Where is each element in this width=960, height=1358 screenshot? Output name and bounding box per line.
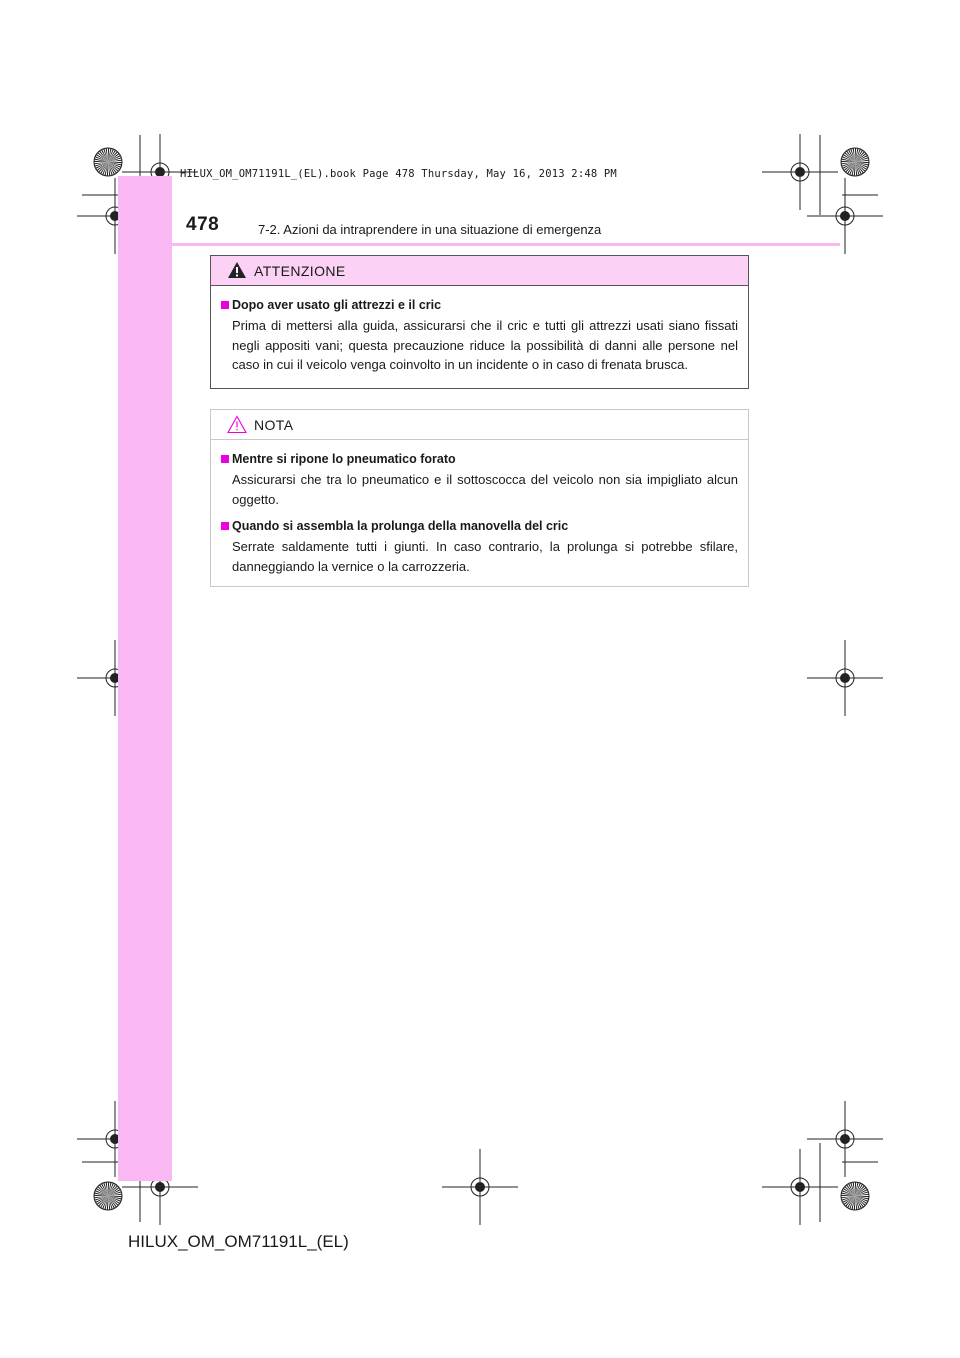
book-stamp: HILUX_OM_OM71191L_(EL).book Page 478 Thursday, May 16, 2013 2:48 PM (180, 168, 617, 180)
starburst-mark-icon (841, 148, 869, 176)
note-box-header (211, 410, 748, 440)
page-number: 478 (186, 214, 220, 235)
square-bullet-icon (221, 522, 229, 530)
note-item-text: Serrate saldamente tutti i giunti. In caso contrario, la prolunga si potrebbe sfilare, danneggiando la vernice o la carrozzeria. (232, 539, 738, 574)
registration-mark-icon (442, 1149, 518, 1225)
warning-item-title: Dopo aver usato gli attrezzi e il cric (232, 298, 442, 312)
section-title: 7-2. Azioni da intraprendere in una situazione di emergenza (258, 222, 602, 237)
note-item (221, 450, 738, 509)
note-item-text: Assicurarsi che tra lo pneumatico e il sottoscocca del veicolo non sia impigliato alcun oggetto. (232, 472, 738, 507)
note-box (210, 409, 749, 587)
square-bullet-icon (221, 301, 229, 309)
warning-triangle-icon (227, 261, 247, 279)
warning-box-header (211, 256, 748, 286)
caution-triangle-outline-icon (227, 415, 247, 434)
chapter-margin-bar (118, 176, 172, 1181)
warning-box-label: ATTENZIONE (254, 263, 346, 279)
warning-item (221, 296, 738, 375)
starburst-mark-icon (94, 1182, 122, 1210)
registration-mark-icon (762, 134, 838, 210)
note-box-label: NOTA (254, 417, 294, 433)
warning-box (210, 255, 749, 389)
warning-item-text: Prima di mettersi alla guida, assicurarsi che il cric e tutti gli attrezzi usati siano fissati negli appositi vani; questa precauzione riduce la possibilità di danni alle persone nel caso in cui il veicolo venga coinvolto in un incidente o in caso di frenata brusca. (232, 318, 738, 372)
note-item-title: Quando si assembla la prolunga della manovella del cric (232, 519, 569, 533)
note-item (221, 517, 738, 576)
square-bullet-icon (221, 455, 229, 463)
note-item-title: Mentre si ripone lo pneumatico forato (232, 452, 456, 466)
registration-mark-icon (807, 640, 883, 716)
footer-document-code: HILUX_OM_OM71191L_(EL) (128, 1232, 349, 1251)
starburst-mark-icon (841, 1182, 869, 1210)
registration-mark-icon (807, 1101, 883, 1177)
registration-mark-icon (762, 1149, 838, 1225)
header-rule (118, 243, 840, 246)
starburst-mark-icon (94, 148, 122, 176)
